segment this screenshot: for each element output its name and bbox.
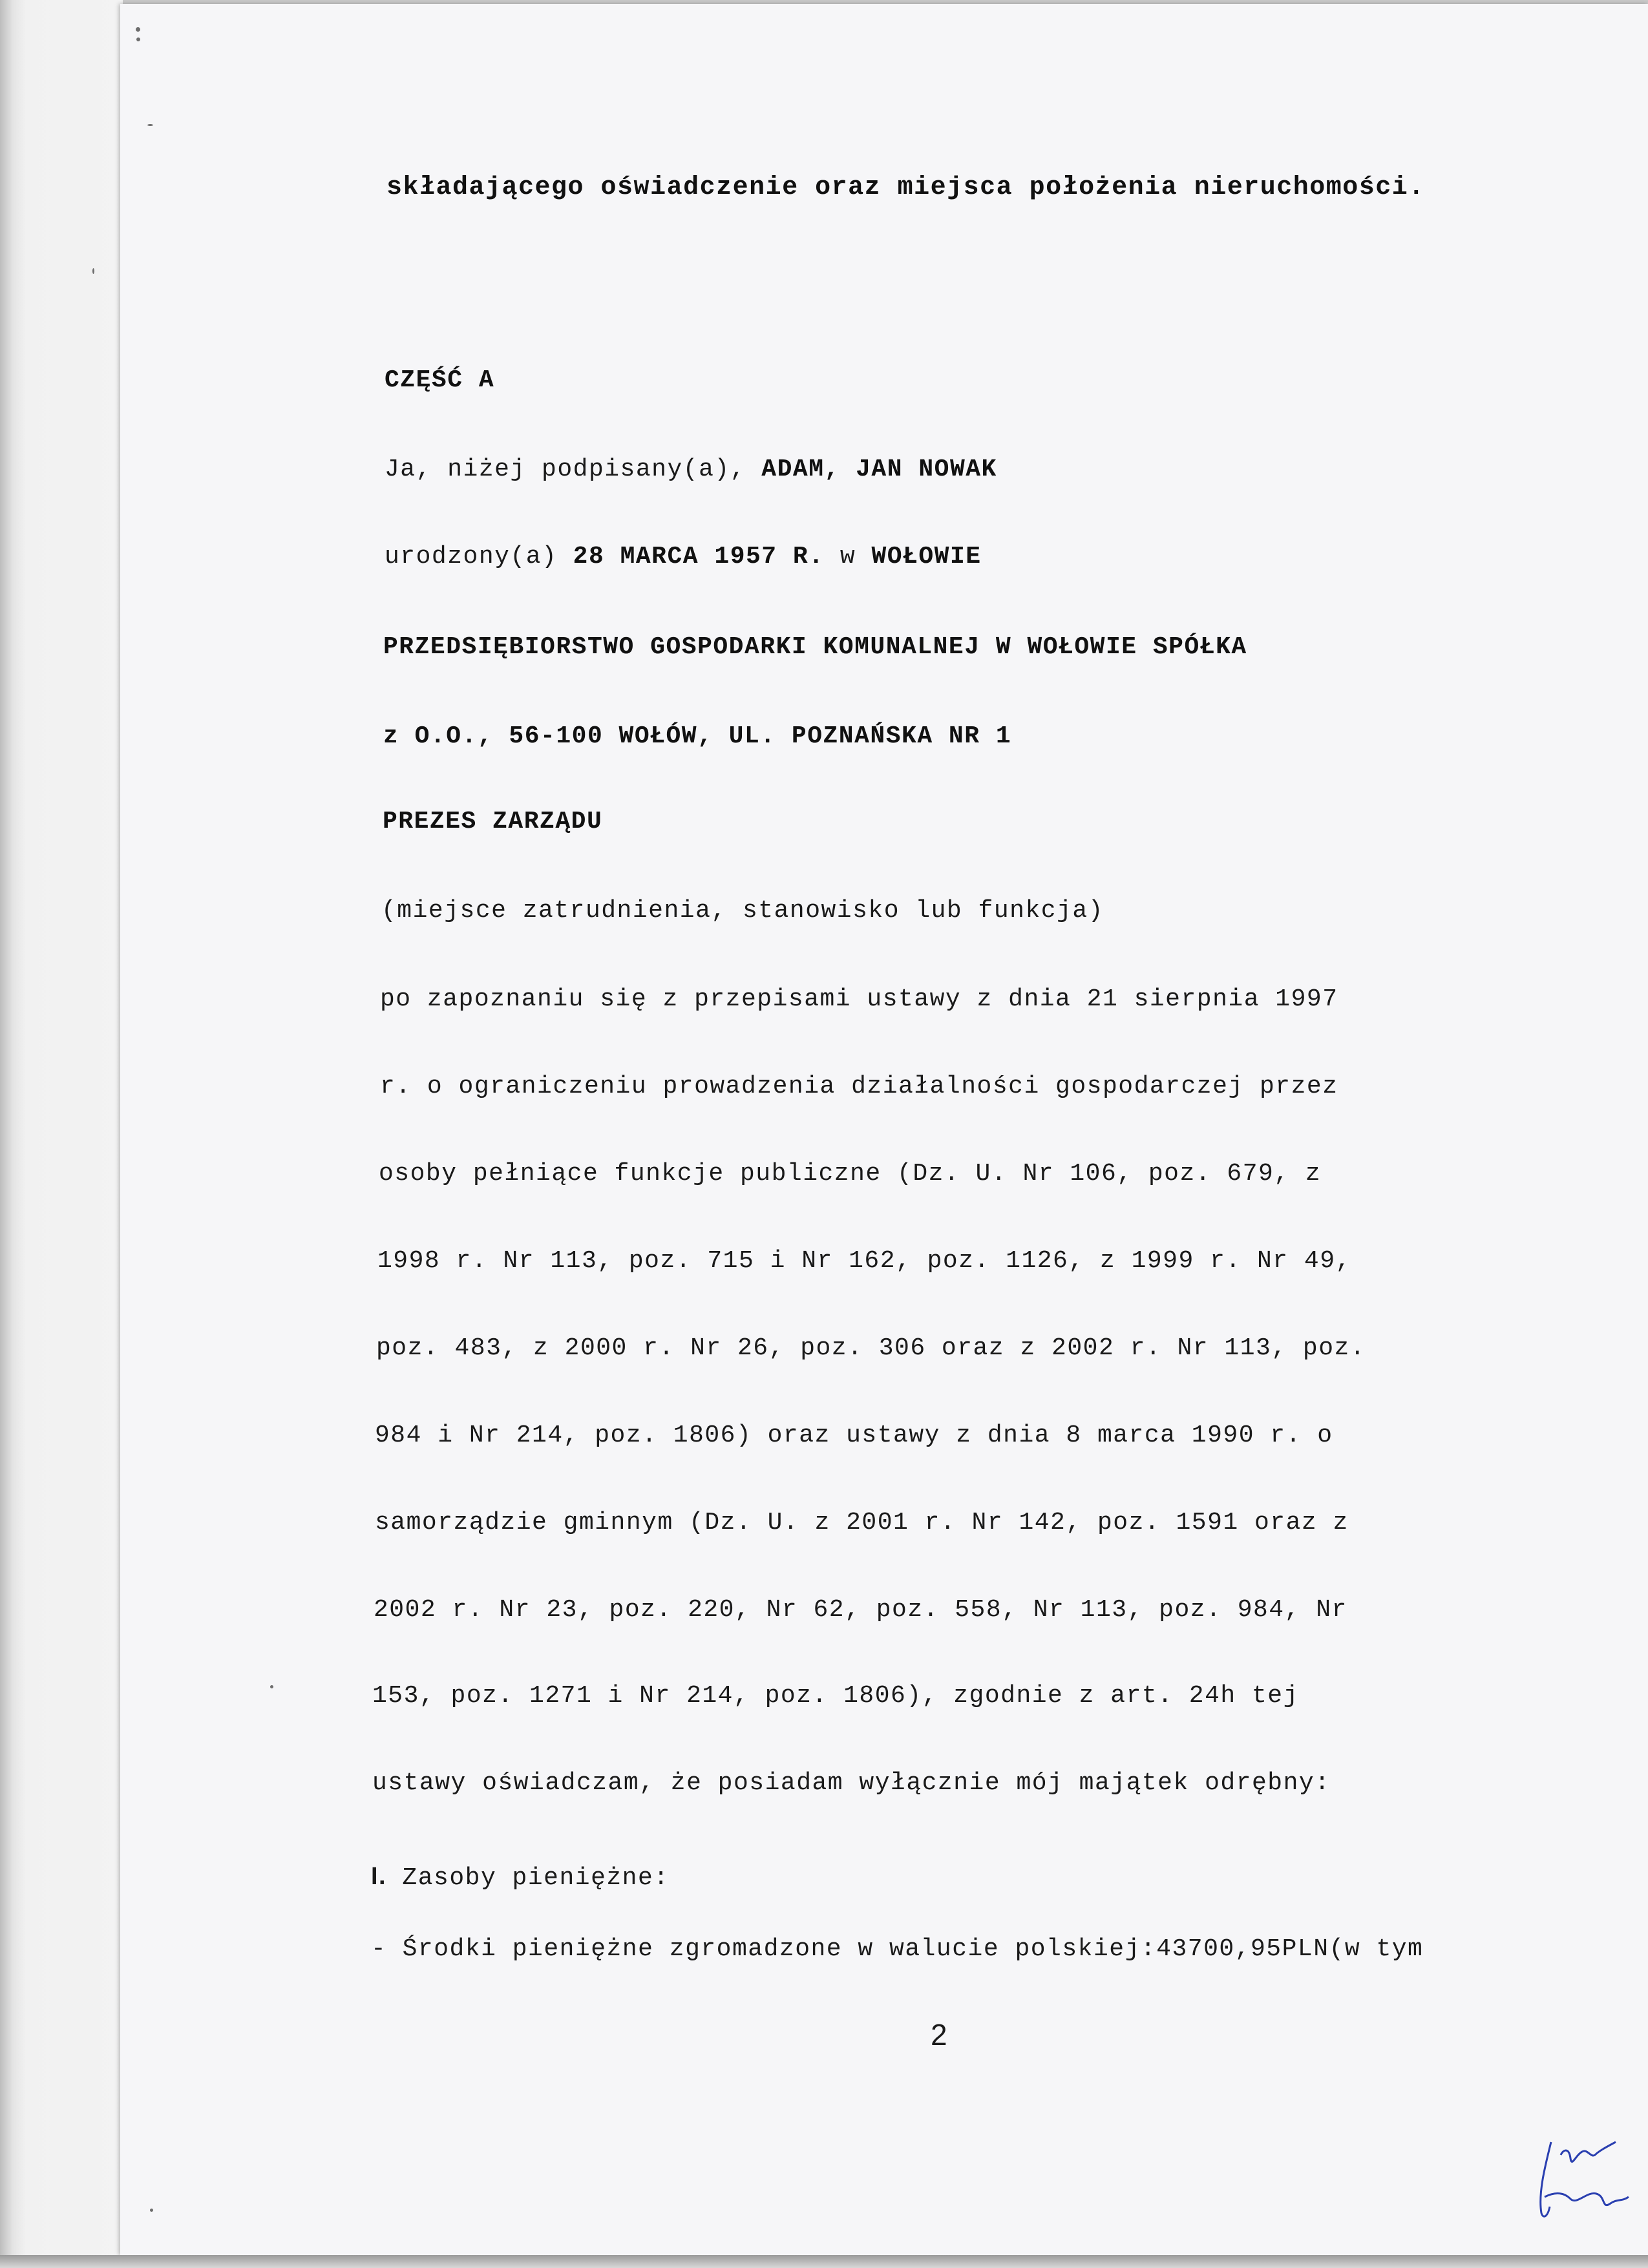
- body-line: 153, poz. 1271 i Nr 214, poz. 1806), zgodnie z art. 24h tej: [372, 1682, 1299, 1710]
- scan-speck: [150, 2209, 153, 2212]
- body-line: ustawy oświadczam, że posiadam wyłącznie mój majątek odrębny:: [372, 1769, 1331, 1797]
- body-line: samorządzie gminnym (Dz. U. z 2001 r. Nr 142, poz. 1591 oraz z: [375, 1509, 1349, 1537]
- body-line: poz. 483, z 2000 r. Nr 26, poz. 306 oraz z 2002 r. Nr 113, poz.: [376, 1334, 1366, 1362]
- birth-label: urodzony(a): [385, 543, 573, 571]
- body-line: 984 i Nr 214, poz. 1806) oraz ustawy z dnia 8 marca 1990 r. o: [375, 1422, 1333, 1449]
- birth-place: WOŁOWIE: [871, 543, 982, 571]
- declarant-name: ADAM, JAN NOWAK: [761, 456, 997, 483]
- body-line: 2002 r. Nr 23, poz. 220, Nr 62, poz. 558, Nr 113, poz. 984, Nr: [374, 1596, 1347, 1624]
- birth-in: w: [824, 543, 872, 571]
- scan-speck: [136, 27, 140, 32]
- body-line: r. o ograniczeniu prowadzenia działalności gospodarczej przez: [380, 1073, 1338, 1100]
- scan-speck: [92, 268, 94, 274]
- cash-line: - Środki pieniężne zgromadzone w walucie polskiej:43700,95PLN(w tym: [371, 1935, 1424, 1963]
- document-page: [120, 4, 1648, 2255]
- birth-line: [385, 543, 982, 571]
- section-i-title: Zasoby pieniężne:: [386, 1864, 670, 1892]
- birth-date: 28 MARCA 1957 R.: [573, 543, 825, 571]
- scan-speck: [270, 1685, 273, 1688]
- declarant-line: [385, 456, 997, 483]
- employer-line-2: z O.O., 56-100 WOŁÓW, UL. POZNAŃSKA NR 1: [383, 722, 1012, 750]
- employer-line-1: PRZEDSIĘBIORSTWO GOSPODARKI KOMUNALNEJ W WOŁOWIE SPÓŁKA: [383, 633, 1247, 661]
- position-title: PREZES ZARZĄDU: [383, 808, 603, 835]
- section-i-number: I.: [371, 1863, 387, 1890]
- page-number: 2: [931, 2018, 947, 2052]
- scan-speck: [136, 37, 140, 41]
- position-caption: (miejsce zatrudnienia, stanowisko lub funkcja): [381, 897, 1104, 925]
- section-i-heading: [371, 1863, 670, 1892]
- declarant-intro: Ja, niżej podpisany(a),: [385, 456, 762, 483]
- header-line: składającego oświadczenie oraz miejsca położenia nieruchomości.: [386, 173, 1425, 202]
- section-title: CZĘŚĆ A: [385, 366, 495, 394]
- body-line: 1998 r. Nr 113, poz. 715 i Nr 162, poz. 1126, z 1999 r. Nr 49,: [377, 1247, 1351, 1275]
- body-line: po zapoznaniu się z przepisami ustawy z dnia 21 sierpnia 1997: [380, 985, 1338, 1013]
- scan-speck: [147, 124, 153, 126]
- scan-left-margin: [0, 0, 123, 2268]
- handwritten-signature: [1525, 2129, 1635, 2226]
- body-line: osoby pełniące funkcje publiczne (Dz. U. Nr 106, poz. 679, z: [379, 1160, 1322, 1188]
- scan-bottom-edge: [0, 2255, 1648, 2268]
